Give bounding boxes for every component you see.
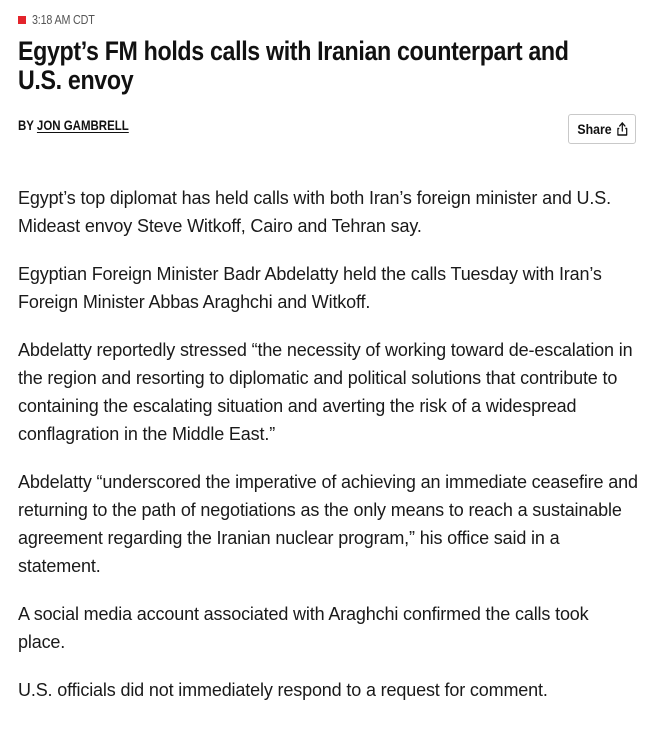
share-icon	[616, 122, 627, 136]
timestamp: 3:18 AM CDT	[32, 13, 95, 27]
live-indicator-icon	[18, 16, 26, 24]
byline	[18, 117, 129, 133]
share-button[interactable]	[568, 114, 636, 144]
article-paragraph: U.S. officials did not immediately respond to a request for comment.	[18, 680, 548, 700]
article-paragraph: A social media account associated with Araghchi confirmed the calls took place.	[18, 604, 589, 652]
byline-prefix: BY	[18, 117, 37, 133]
timestamp-row	[18, 12, 105, 28]
share-button-content	[577, 121, 627, 137]
share-label: Share	[576, 121, 612, 137]
article-paragraph: Abdelatty “underscored the imperative of achieving an immediate ceasefire and returning to the path of negotiations as the only means to reach a sustainable agreement regarding the Iranian nuclear program,” his office said in a statement.	[18, 472, 638, 576]
article-paragraph: Abdelatty reportedly stressed “the necessity of working toward de-escalation in the region and resorting to diplomatic and political solutions that contribute to containing the escalating situation and averting the risk of a widespread conflagration in the Middle East.”	[18, 340, 633, 444]
article-paragraph: Egyptian Foreign Minister Badr Abdelatty held the calls Tuesday with Iran’s Foreign Minister Abbas Araghchi and Witkoff.	[18, 264, 602, 312]
author-link[interactable]: JON GAMBRELL	[36, 117, 129, 133]
article-body	[18, 184, 638, 724]
headline: Egypt’s FM holds calls with Iranian counterpart and U.S. envoy	[18, 36, 569, 95]
article-paragraph: Egypt’s top diplomat has held calls with both Iran’s foreign minister and U.S. Mideast envoy Steve Witkoff, Cairo and Tehran say.	[18, 188, 611, 236]
